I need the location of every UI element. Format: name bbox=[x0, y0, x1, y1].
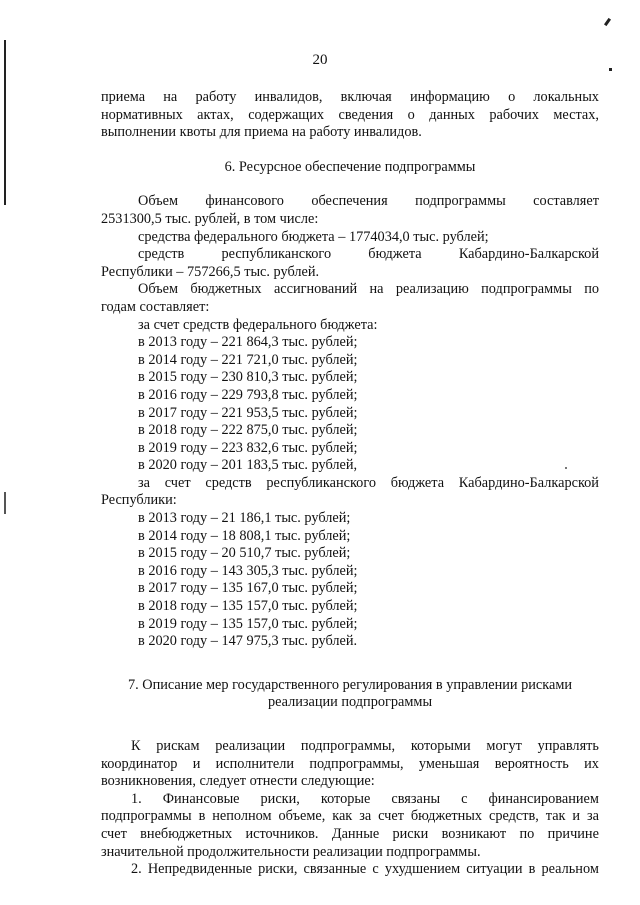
s6-paragraph-1-line-2: 2531300,5 тыс. рублей, в том числе: bbox=[101, 210, 319, 227]
word: по bbox=[519, 825, 535, 842]
word: уменьшая bbox=[418, 755, 480, 772]
s6-paragraph-2-line-1 bbox=[101, 281, 599, 299]
word: средств, bbox=[489, 808, 539, 825]
republic-year-item: в 2014 году – 18 808,1 тыс. рублей; bbox=[138, 527, 351, 544]
word: риски, bbox=[258, 861, 298, 878]
section-7-title-line-1: 7. Описание мер государственного регулирования в управлении рисками bbox=[127, 676, 573, 693]
word: их bbox=[584, 755, 599, 772]
word: за bbox=[138, 474, 150, 491]
word: Объем bbox=[138, 281, 179, 298]
republic-year-item: в 2013 году – 21 186,1 тыс. рублей; bbox=[138, 510, 351, 527]
s7-risk-1-line-1 bbox=[101, 791, 599, 809]
word: рискам bbox=[156, 738, 200, 754]
federal-year-item: в 2020 году – 201 183,5 тыс. рублей, bbox=[138, 457, 358, 474]
word: в bbox=[528, 861, 536, 878]
word: финансированием bbox=[488, 790, 599, 807]
word: объеме, bbox=[278, 808, 326, 825]
s6-federal-funds: средства федерального бюджета – 1774034,0 тыс. рублей; bbox=[138, 228, 489, 245]
word: которые bbox=[320, 790, 371, 807]
word: возникают bbox=[441, 825, 507, 842]
federal-year-item: в 2017 году – 221 953,5 тыс. рублей; bbox=[138, 404, 358, 421]
word: неполном bbox=[212, 808, 272, 825]
s6-republic-funds-line-1 bbox=[101, 246, 599, 264]
federal-year-item: в 2014 году – 221 721,0 тыс. рублей; bbox=[138, 351, 358, 368]
word: риски bbox=[392, 825, 429, 842]
word: бюджета bbox=[390, 474, 445, 491]
federal-year-item: в 2016 году – 229 793,8 тыс. рублей; bbox=[138, 386, 358, 403]
word: К bbox=[131, 738, 141, 754]
word: подпрограммы, bbox=[300, 738, 396, 754]
intro-line-2 bbox=[101, 107, 599, 125]
word: источников. bbox=[245, 825, 319, 842]
word: Кабардино-Балкарской bbox=[458, 474, 599, 491]
word: счет bbox=[164, 474, 191, 491]
s7-risk-1-line-3 bbox=[101, 826, 599, 844]
word: локальных bbox=[533, 89, 599, 105]
word: на bbox=[163, 89, 178, 105]
word: внебюджетных bbox=[140, 825, 233, 842]
federal-year-item: в 2015 году – 230 810,3 тыс. рублей; bbox=[138, 369, 358, 386]
word: по bbox=[584, 281, 599, 298]
word: содержащих bbox=[248, 106, 325, 123]
republic-year-item: в 2018 году – 135 157,0 тыс. рублей; bbox=[138, 598, 358, 615]
s7-risk-1-line-4: значительной продолжительности реализации подпрограммы. bbox=[101, 843, 481, 860]
word: ассигнований bbox=[273, 281, 358, 298]
word: 1. bbox=[131, 790, 142, 807]
word: связанные bbox=[303, 861, 367, 878]
word: бюджетных bbox=[190, 281, 262, 298]
word: координатор bbox=[101, 755, 178, 772]
word: в bbox=[198, 808, 206, 825]
s7-paragraph-1-line-1 bbox=[101, 738, 599, 756]
word: Финансовые bbox=[162, 790, 240, 807]
word: средств bbox=[205, 474, 252, 491]
word: обеспечения bbox=[311, 193, 388, 210]
s7-risk-1-line-2 bbox=[101, 808, 599, 826]
word: Непредвиденные bbox=[147, 861, 253, 878]
document-body bbox=[101, 89, 599, 879]
word: бюджета bbox=[368, 246, 422, 263]
word: реализацию bbox=[395, 281, 469, 298]
s7-risk-2-line-1 bbox=[101, 861, 599, 879]
word: вероятность bbox=[494, 755, 569, 772]
republic-budget-heading-line-2: Республики: bbox=[101, 492, 177, 509]
word: Кабардино-Балкарской bbox=[458, 246, 599, 263]
word: которыми bbox=[410, 738, 471, 754]
word: приема bbox=[101, 89, 146, 105]
word: 2. bbox=[131, 861, 142, 878]
republic-year-item: в 2016 году – 143 305,3 тыс. рублей; bbox=[138, 562, 358, 579]
word: сведения bbox=[338, 106, 394, 123]
word: ситуации bbox=[466, 861, 523, 878]
scan-margin-mark bbox=[4, 492, 6, 514]
word: исполнители bbox=[215, 755, 295, 772]
word: республиканского bbox=[221, 246, 332, 263]
word: бюджетных bbox=[410, 808, 483, 825]
word: работу bbox=[195, 89, 237, 105]
word: нормативных bbox=[101, 106, 183, 123]
s7-paragraph-1-line-3: возникновения, следует отнести следующие: bbox=[101, 773, 375, 790]
federal-year-item: в 2018 году – 222 875,0 тыс. рублей; bbox=[138, 422, 358, 439]
word: реальном bbox=[541, 861, 599, 878]
word: актах, bbox=[197, 106, 234, 123]
word: связаны bbox=[391, 790, 441, 807]
intro-line-1 bbox=[101, 89, 599, 107]
scan-corner-mark bbox=[604, 18, 611, 26]
word: о bbox=[508, 89, 516, 105]
word: местах, bbox=[553, 106, 599, 123]
word: средств bbox=[138, 246, 185, 263]
word: Объем bbox=[138, 193, 179, 210]
intro-line-3: выполнении квоты для приема на работу инвалидов. bbox=[101, 124, 422, 141]
section-6-title: 6. Ресурсное обеспечение подпрограммы bbox=[224, 158, 476, 175]
word: и bbox=[192, 755, 201, 772]
word: причине bbox=[547, 825, 599, 842]
word: инвалидов, bbox=[254, 89, 323, 105]
word: как bbox=[332, 808, 353, 825]
word: рабочих bbox=[489, 106, 539, 123]
republic-year-item: в 2015 году – 20 510,7 тыс. рублей; bbox=[138, 545, 351, 562]
word: подпрограммы bbox=[415, 193, 506, 210]
word: реализации bbox=[215, 738, 286, 754]
word: за bbox=[586, 808, 599, 825]
republic-year-item: в 2019 году – 135 157,0 тыс. рублей; bbox=[138, 615, 358, 632]
word: подпрограммы bbox=[101, 808, 192, 825]
federal-year-item: в 2019 году – 223 832,6 тыс. рублей; bbox=[138, 439, 358, 456]
word: данных bbox=[429, 106, 475, 123]
word: управлять bbox=[537, 738, 599, 754]
federal-budget-heading: за счет средств федерального бюджета: bbox=[138, 316, 378, 333]
word: Данные bbox=[331, 825, 380, 842]
word: счет bbox=[378, 808, 404, 825]
word: риски, bbox=[260, 790, 300, 807]
word: составляет bbox=[533, 193, 599, 210]
word: о bbox=[407, 106, 415, 123]
word: за bbox=[359, 808, 372, 825]
section-7-title-line-2: реализации подпрограммы bbox=[267, 694, 433, 711]
word: могут bbox=[486, 738, 522, 754]
word: с bbox=[372, 861, 379, 878]
s6-paragraph-2-line-2: годам составляет: bbox=[101, 298, 210, 315]
word: с bbox=[461, 790, 468, 807]
republic-year-item: в 2020 году – 147 975,3 тыс. рублей. bbox=[138, 633, 358, 650]
s6-republic-funds-line-2: Республики – 757266,5 тыс. рублей. bbox=[101, 263, 320, 280]
word: подпрограммы bbox=[481, 281, 572, 298]
republic-budget-heading-line-1 bbox=[101, 475, 599, 493]
republic-year-item: в 2017 году – 135 167,0 тыс. рублей; bbox=[138, 580, 358, 597]
word: и bbox=[572, 808, 581, 825]
word: включая bbox=[340, 89, 392, 105]
word: республиканского bbox=[266, 474, 376, 491]
federal-year-item: в 2013 году – 221 864,3 тыс. рублей; bbox=[138, 334, 358, 351]
word: на bbox=[369, 281, 384, 298]
word: финансового bbox=[205, 193, 284, 210]
word: подпрограммы, bbox=[309, 755, 404, 772]
word: информацию bbox=[409, 89, 490, 105]
word: ухудшением bbox=[384, 861, 461, 878]
s7-paragraph-1-line-2 bbox=[101, 756, 599, 774]
word: так bbox=[545, 808, 566, 825]
page-number: 20 bbox=[312, 52, 328, 68]
word: счет bbox=[101, 825, 127, 842]
s6-paragraph-1-line-1 bbox=[101, 193, 599, 211]
